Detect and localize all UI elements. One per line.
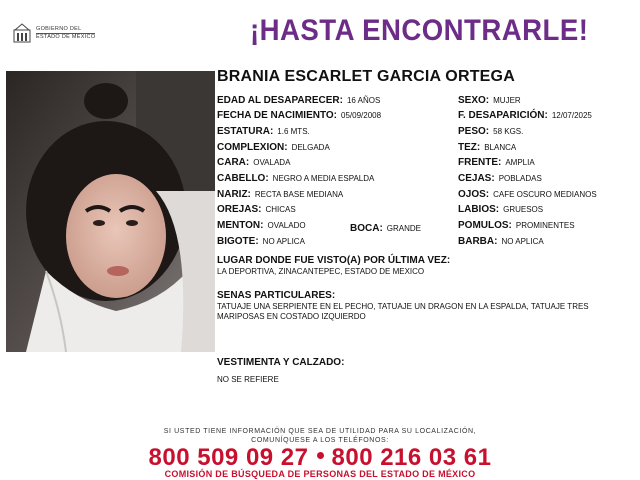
field-label: FECHA DE NACIMIENTO: bbox=[217, 110, 337, 121]
clothing-value: NO SE REFIERE bbox=[217, 375, 279, 384]
field-cejas bbox=[458, 174, 542, 184]
field-value: NO APLICA bbox=[262, 237, 305, 246]
field-label: TEZ: bbox=[458, 142, 481, 153]
field-label: COMPLEXION: bbox=[217, 142, 288, 153]
field-label: LABIOS: bbox=[458, 204, 500, 215]
field-value: 05/09/2008 bbox=[341, 111, 382, 120]
field-label: FRENTE: bbox=[458, 157, 502, 168]
phone-number-2[interactable]: 800 216 03 61 bbox=[331, 444, 492, 471]
field-menton bbox=[217, 221, 306, 231]
field-value: BLANCA bbox=[484, 143, 517, 152]
field-labios bbox=[458, 205, 543, 215]
field-edad bbox=[217, 96, 380, 106]
field-value: PROMINENTES bbox=[515, 221, 575, 230]
field-label: F. DESAPARICIÓN: bbox=[458, 110, 548, 121]
field-value: NO APLICA bbox=[501, 237, 544, 246]
field-label: CARA: bbox=[217, 157, 250, 168]
field-value: OVALADA bbox=[253, 158, 291, 167]
field-label: BOCA: bbox=[350, 223, 383, 234]
field-tez bbox=[458, 143, 516, 153]
field-value: 16 AÑOS bbox=[346, 96, 381, 105]
field-fecha-desaparicion bbox=[458, 111, 592, 121]
field-value: POBLADAS bbox=[498, 174, 542, 183]
state-seal-icon bbox=[12, 22, 32, 44]
field-orejas bbox=[217, 205, 296, 215]
field-complexion bbox=[217, 143, 330, 153]
field-value: GRUESOS bbox=[503, 205, 544, 214]
person-photo bbox=[6, 71, 215, 352]
logo-text-line1: GOBIERNO DEL bbox=[36, 26, 95, 34]
field-value: CAFE OSCURO MEDIANOS bbox=[493, 190, 597, 199]
commission-name: COMISIÓN DE BÚSQUEDA DE PERSONAS DEL ESTADO DE MÉXICO bbox=[164, 469, 476, 479]
field-bigote bbox=[217, 237, 305, 247]
field-label: ESTATURA: bbox=[217, 126, 274, 137]
photo-illustration bbox=[6, 71, 215, 352]
marks-value: TATUAJE UNA SERPIENTE EN EL PECHO, TATUAJE UN DRAGON EN LA ESPALDA, TATUAJE TRES MARIPOSAS EN COSTADO IZQUIERDO bbox=[217, 302, 589, 321]
field-estatura bbox=[217, 127, 310, 137]
field-label: CEJAS: bbox=[458, 173, 495, 184]
footer-info-line1: SI USTED TIENE INFORMACIÓN QUE SEA DE UTILIDAD PARA SU LOCALIZACIÓN, bbox=[163, 428, 477, 435]
field-value: CHICAS bbox=[265, 205, 296, 214]
logo-text-line2: ESTADO DE MÉXICO bbox=[36, 33, 96, 40]
phone-numbers bbox=[0, 444, 640, 472]
field-label: NARIZ: bbox=[217, 189, 251, 200]
field-value: RECTA BASE MEDIANA bbox=[254, 190, 344, 199]
last-seen-value: LA DEPORTIVA, ZINACANTEPEC, ESTADO DE MEXICO bbox=[217, 267, 425, 276]
field-label: POMULOS: bbox=[458, 220, 512, 231]
field-ojos bbox=[458, 190, 597, 200]
field-label: CABELLO: bbox=[217, 173, 269, 184]
field-value: 12/07/2025 bbox=[551, 111, 592, 120]
field-boca bbox=[350, 224, 421, 234]
field-value: OVALADO bbox=[267, 221, 306, 230]
clothing-title: VESTIMENTA Y CALZADO: bbox=[217, 357, 345, 368]
field-value: NEGRO A MEDIA ESPALDA bbox=[272, 174, 375, 183]
field-sexo bbox=[458, 96, 521, 106]
field-pomulos bbox=[458, 221, 575, 231]
field-value: DELGADA bbox=[291, 143, 330, 152]
last-seen-title: LUGAR DONDE FUE VISTO(A) POR ÚLTIMA VEZ: bbox=[217, 255, 451, 266]
field-barba bbox=[458, 237, 544, 247]
field-label: SEXO: bbox=[458, 95, 490, 106]
field-frente bbox=[458, 158, 535, 168]
field-label: PESO: bbox=[458, 126, 490, 137]
headline: ¡HASTA ENCONTRARLE! bbox=[250, 14, 589, 47]
field-value: 1.6 MTS. bbox=[277, 127, 310, 136]
field-label: EDAD AL DESAPARECER: bbox=[217, 95, 343, 106]
field-label: BARBA: bbox=[458, 236, 498, 247]
field-cara bbox=[217, 158, 290, 168]
field-nariz bbox=[217, 190, 343, 200]
separator-dot-icon bbox=[317, 452, 324, 459]
field-fecha-nacimiento bbox=[217, 111, 381, 121]
field-label: OJOS: bbox=[458, 189, 490, 200]
marks-title: SENAS PARTICULARES: bbox=[217, 290, 336, 301]
person-name: BRANIA ESCARLET GARCIA ORTEGA bbox=[217, 68, 515, 85]
phone-number-1[interactable]: 800 509 09 27 bbox=[148, 444, 309, 471]
field-cabello bbox=[217, 174, 374, 184]
field-label: MENTON: bbox=[217, 220, 264, 231]
field-label: BIGOTE: bbox=[217, 236, 259, 247]
field-label: OREJAS: bbox=[217, 204, 262, 215]
field-value: 58 KGS. bbox=[493, 127, 524, 136]
field-value: MUJER bbox=[493, 96, 521, 105]
field-value: GRANDE bbox=[386, 224, 422, 233]
footer-info-line2: COMUNÍQUESE A LOS TELÉFONOS: bbox=[251, 437, 389, 444]
field-peso bbox=[458, 127, 523, 137]
field-value: AMPLIA bbox=[505, 158, 535, 167]
government-logo bbox=[12, 20, 132, 46]
